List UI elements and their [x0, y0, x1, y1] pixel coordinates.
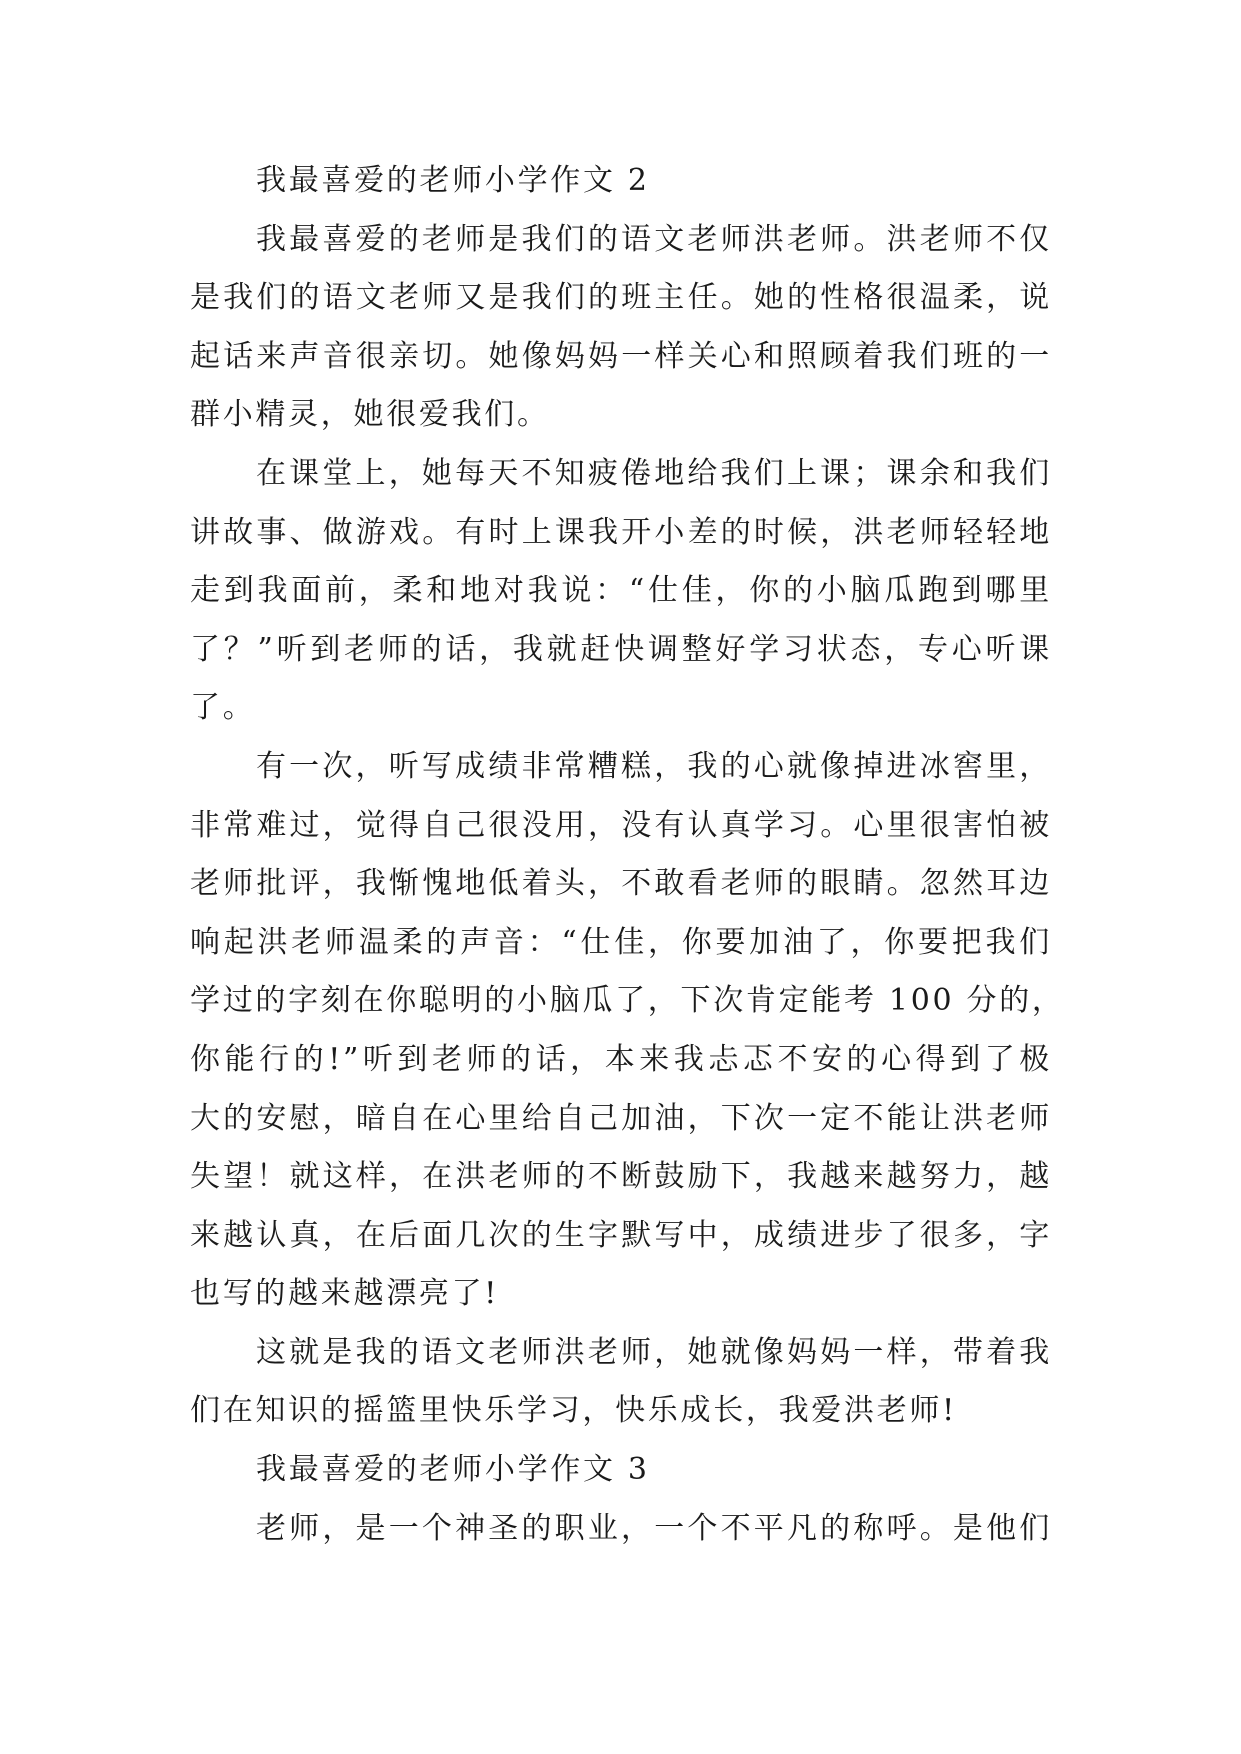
document-page	[190, 152, 1065, 1558]
paragraph-line: 在课堂上，她每天不知疲倦地给我们上课；课余和我们	[256, 455, 1052, 491]
paragraph-line: 也写的越来越漂亮了!	[190, 1276, 500, 1312]
paragraph-line: 是我们的语文老师又是我们的班主任。她的性格很温柔，说	[190, 280, 1052, 316]
paragraph-line: 非常难过，觉得自己很没用，没有认真学习。心里很害怕被	[190, 807, 1052, 843]
paragraph-line: 学过的字刻在你聪明的小脑瓜了，下次肯定能考 100 分的，	[190, 983, 1065, 1019]
paragraph-line: 群小精灵，她很爱我们。	[190, 397, 550, 433]
paragraph-line: 老师，是一个神圣的职业，一个不平凡的称呼。是他们	[256, 1510, 1052, 1546]
paragraph-line: 讲故事、做游戏。有时上课我开小差的时候，洪老师轻轻地	[190, 514, 1052, 550]
paragraph-line: 有一次，听写成绩非常糟糕，我的心就像掉进冰窖里，	[256, 748, 1052, 784]
paragraph-line: 大的安慰，暗自在心里给自己加油，下次一定不能让洪老师	[190, 1100, 1052, 1136]
paragraph-line: 走到我面前，柔和地对我说：“仕佳，你的小脑瓜跑到哪里	[190, 573, 1052, 609]
paragraph-1	[190, 211, 1052, 445]
paragraph-line: 了？”听到老师的话，我就赶快调整好学习状态，专心听课	[190, 631, 1052, 667]
paragraph-4	[190, 1324, 1052, 1441]
paragraph-line: 起话来声音很亲切。她像妈妈一样关心和照顾着我们班的一	[190, 338, 1052, 374]
paragraph-line: 响起洪老师温柔的声音：“仕佳，你要加油了，你要把我们	[190, 924, 1052, 960]
paragraph-line: 了。	[190, 690, 256, 726]
paragraph-5	[190, 1500, 1052, 1559]
paragraph-3	[190, 738, 1065, 1324]
paragraph-2	[190, 445, 1052, 738]
paragraph-line: 失望！就这样，在洪老师的不断鼓励下，我越来越努力，越	[190, 1159, 1052, 1195]
paragraph-line: 这就是我的语文老师洪老师，她就像妈妈一样，带着我	[256, 1334, 1052, 1370]
paragraph-line: 我最喜爱的老师是我们的语文老师洪老师。洪老师不仅	[256, 221, 1052, 257]
paragraph-line: 你能行的!”听到老师的话，本来我忐忑不安的心得到了极	[190, 1041, 1052, 1077]
paragraph-line: 老师批评，我惭愧地低着头，不敢看老师的眼睛。忽然耳边	[190, 866, 1052, 902]
paragraph-line: 们在知识的摇篮里快乐学习，快乐成长，我爱洪老师!	[190, 1393, 957, 1429]
section-heading-3: 我最喜爱的老师小学作文 3	[256, 1452, 650, 1488]
section-heading-2: 我最喜爱的老师小学作文 2	[256, 163, 650, 198]
paragraph-line: 来越认真，在后面几次的生字默写中，成绩进步了很多，字	[190, 1217, 1052, 1253]
